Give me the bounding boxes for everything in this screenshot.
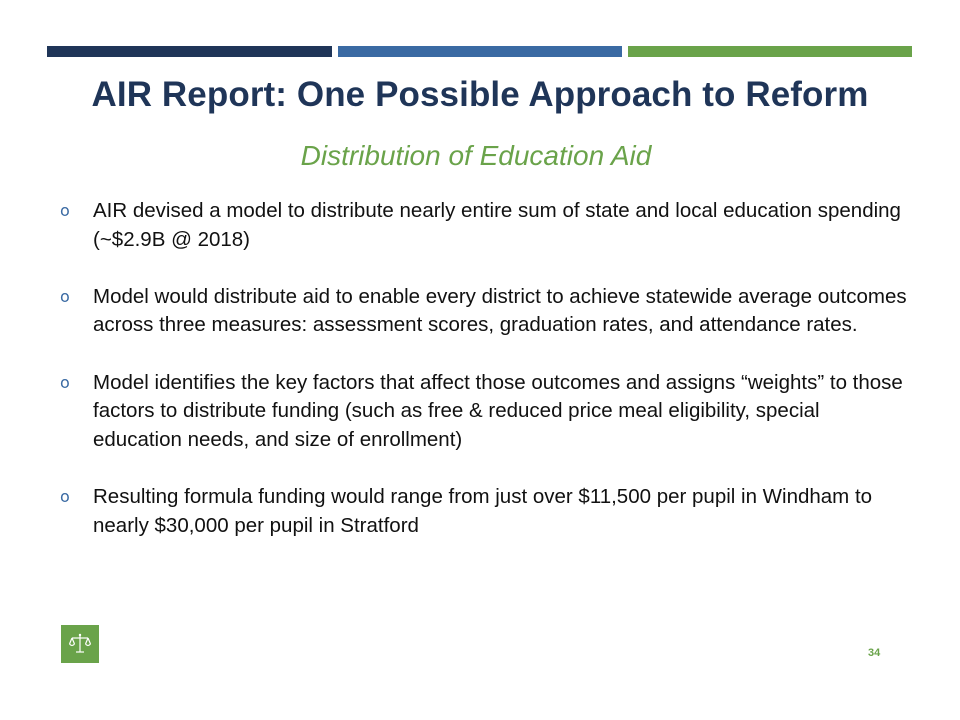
page-number: 34 [868, 647, 881, 659]
bullet-marker: o [60, 201, 70, 220]
bullet-text: Resulting formula funding would range from just over $11,500 per pupil in Windham to nearly $30,000 per pupil in Stratford [93, 484, 873, 537]
bullet-text: Model would distribute aid to enable every district to achieve statewide average outcomes across three measures: assessment scores, graduation rates, and attendance rates. [93, 284, 907, 337]
header-bar-navy [47, 46, 332, 57]
bullet-item [58, 283, 908, 340]
scales-of-justice-icon [68, 633, 92, 655]
slide-title: AIR Report: One Possible Approach to Reform [91, 75, 869, 114]
bullet-item [58, 483, 908, 540]
bullet-marker: o [60, 486, 70, 506]
bullet-marker: o [60, 286, 70, 306]
bullet-list [58, 197, 908, 569]
bullet-item [58, 197, 908, 254]
header-bar-green [628, 46, 912, 57]
logo [61, 625, 99, 663]
bullet-marker: o [60, 372, 70, 392]
header-bar-blue [338, 46, 622, 57]
bullet-text: Model identifies the key factors that affect those outcomes and assigns “weights” to those factors to distribute funding (such as free & reduced price meal eligibility, special education needs, and size of enrollment) [93, 370, 903, 451]
bullet-text: AIR devised a model to distribute nearly entire sum of state and local education spending (~$2.9B @ 2018) [93, 199, 901, 251]
slide-subtitle: Distribution of Education Aid [300, 140, 652, 171]
bullet-item [58, 369, 908, 455]
